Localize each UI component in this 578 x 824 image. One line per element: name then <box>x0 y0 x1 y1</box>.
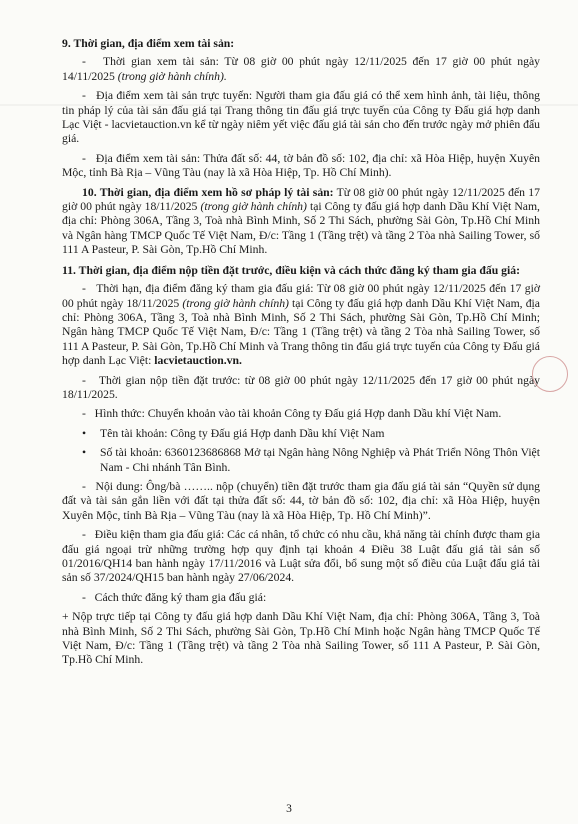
page-number: 3 <box>286 803 292 815</box>
section-11-deposit-time <box>62 374 540 403</box>
account-number-text: Số tài khoản: 6360123686868 Mở tại Ngân hàng Nông Nghiệp và Phát Triển Nông Thôn Việt Nam - Chi nhánh Tân Bình. <box>100 446 540 474</box>
section-9-heading: 9. Thời gian, địa điểm xem tài sản: <box>62 37 235 50</box>
office-hours-note: (trong giờ hành chính). <box>117 69 227 83</box>
section-11-registration <box>62 282 540 368</box>
online-viewing-text: Địa điểm xem tài sản trực tuyến: Người tham gia đấu giá có thể xem hình ảnh, tài liệu, thông tin pháp lý của tài sản đấu giá tại Trang thông tin đấu giá trực tuyến của Công ty Đấu giá hợp danh Lạc Việt - lacvietauction.vn kể từ ngày niêm yết việc đấu giá tài sản cho đến trước ngày mở phiên đấu giá. <box>62 89 541 146</box>
office-hours-note: (trong giờ hành chính) <box>182 296 289 310</box>
account-name-text: Tên tài khoản: Công ty Đấu giá Hợp danh Dầu khí Việt Nam <box>100 426 385 440</box>
dash: - <box>82 55 86 69</box>
registration-time-text: Thời hạn, địa điểm đăng ký tham gia đấu giá: Từ 08 giờ 00 phút ngày 12/11/2025 đến 17 giờ 00 phút ngày 18/11/2025 <box>62 282 541 310</box>
viewing-location-text: Địa điểm xem tài sản: Thửa đất số: 44, tờ bản đồ số: 102, địa chỉ: xã Hòa Hiệp, huyện Xuyên Mộc, tỉnh Bà Rịa – Vũng Tàu (nay là xã Hòa Hiệp, Tp. Hồ Chí Minh). <box>62 151 540 180</box>
account-number-item <box>62 446 540 475</box>
deposit-time-text: Thời gian nộp tiền đặt trước: từ 08 giờ 00 phút ngày 12/11/2025 đến 17 giờ 00 phút ngày 18/11/2025. <box>62 373 541 401</box>
section-11-heading: 11. Thời gian, địa điểm nộp tiền đặt trước, điều kiện và cách thức đăng ký tham gia đấu giá: <box>62 263 520 277</box>
auction-website-link[interactable]: lacvietauction.vn <box>154 354 239 368</box>
dash: - <box>82 528 86 542</box>
document-body <box>62 37 540 673</box>
section-11-payment-method <box>62 407 540 421</box>
legal-docs-location: tại Công ty đấu giá hợp danh Dầu Khí Việt Nam, địa chỉ: Phòng 306A, Tầng 3, Toà nhà Bình Minh, Số 2 Thi Sách, phường Sài Gòn, Tp.Hồ Chí Minh và Ngân hàng TMCP Quốc Tế Việt Nam, Đ/c: Tầng 1 (Tầng trệt) và tầng 2 Tòa nhà Sailing Tower, số 111 A Pasteur, P. Sài Gòn, Tp.Hồ Chí Minh. <box>62 200 540 257</box>
section-9-viewing-time <box>62 55 540 84</box>
dash: - <box>82 407 86 421</box>
account-name-item <box>62 427 540 441</box>
sentence-end: . <box>238 354 242 368</box>
registration-method-text: Cách thức đăng ký tham gia đấu giá: <box>94 590 267 604</box>
section-11-registration-method <box>62 591 540 605</box>
payment-method-text: Hình thức: Chuyển khoản vào tài khoản Công ty Đấu giá Hợp danh Dầu khí Việt Nam. <box>94 407 502 421</box>
dash: - <box>82 479 86 493</box>
bullet-icon: • <box>82 446 87 460</box>
section-9-viewing-location <box>62 152 540 181</box>
dash: - <box>82 151 86 165</box>
section-9-online-viewing <box>62 89 540 147</box>
partial-seal-stamp <box>532 356 568 392</box>
conditions-text: Điều kiện tham gia đấu giá: Các cá nhân, tổ chức có nhu cầu, khả năng tài chính được tham gia đấu giá ngoại trừ những trường hợp quy định tại khoản 4 Điều 38 Luật đấu giá tài sản số 01/2016/QH14 ban hành ngày 17/11/2016 và Luật sửa đổi, bổ sung một số điều của Luật đấu giá tài sản số 37/2024/QH15 ban hành ngày 27/06/2024. <box>62 528 541 585</box>
bullet-icon: • <box>82 426 87 440</box>
dash: - <box>82 89 86 103</box>
section-10-paragraph <box>62 186 540 258</box>
registration-location-text: tại Công ty đấu giá hợp danh Dầu Khí Việt Nam, địa chỉ: Phòng 306A, Tầng 3, Toà nhà Bình Minh, Số 2 Thi Sách, phường Sài Gòn, Tp.Hồ Chí Minh; Ngân hàng TMCP Quốc Tế Việt Nam, Đ/c: Tầng 1 (Tầng trệt) và tầng 2 Tòa nhà Sailing Tower, số 111 A Pasteur, P. Sài Gòn, Tp.Hồ Chí Minh và Trang thông tin đấu giá trực tuyến của Công ty Đấu giá hợp danh Lạc Việt: <box>62 296 540 368</box>
section-11-transfer-content <box>62 480 540 523</box>
section-10-heading: 10. Thời gian, địa điểm xem hồ sơ pháp lý tài sản: <box>82 185 334 199</box>
dash: - <box>82 373 86 387</box>
transfer-content-text: Nội dung: Ông/bà …….. nộp (chuyển) tiền đặt trước tham gia đấu giá tài sản “Quyền sử dụng đất và tài sản gắn liền với đất tại thửa đất số: 44, tờ bản đồ số: 102, địa chỉ: xã Hòa Hiệp, huyện Xuyên Mộc, tỉnh Bà Rịa – Vũng Tàu (nay là xã Hòa Hiệp, Tp. Hồ Chí Minh)”. <box>62 479 541 522</box>
dash: - <box>82 590 86 604</box>
legal-docs-time: Từ 08 giờ 00 phút ngày 12/11/2025 đến 17 giờ 00 phút ngày 18/11/2025 <box>62 185 540 214</box>
section-11-direct-submission: + Nộp trực tiếp tại Công ty đấu giá hợp danh Dầu Khí Việt Nam, địa chỉ: Phòng 306A, Tầng 3, Toà nhà Bình Minh, Số 2 Thi Sách, phường Sài Gòn, Tp.Hồ Chí Minh hoặc Ngân hàng TMCP Quốc Tế Việt Nam, Đ/c: Tầng 1 (Tầng trệt) và tầng 2 Tòa nhà Sailing Tower, số 111 A Pasteur, P. Sài Gòn, Tp.Hồ Chí Minh. <box>62 610 540 667</box>
section-11-conditions <box>62 528 540 586</box>
viewing-time-text: Thời gian xem tài sản: Từ 08 giờ 00 phút ngày 12/11/2025 đến 17 giờ 00 phút ngày 14/11/2025 <box>62 55 541 83</box>
office-hours-note: (trong giờ hành chính) <box>200 200 307 214</box>
dash: - <box>82 282 86 296</box>
